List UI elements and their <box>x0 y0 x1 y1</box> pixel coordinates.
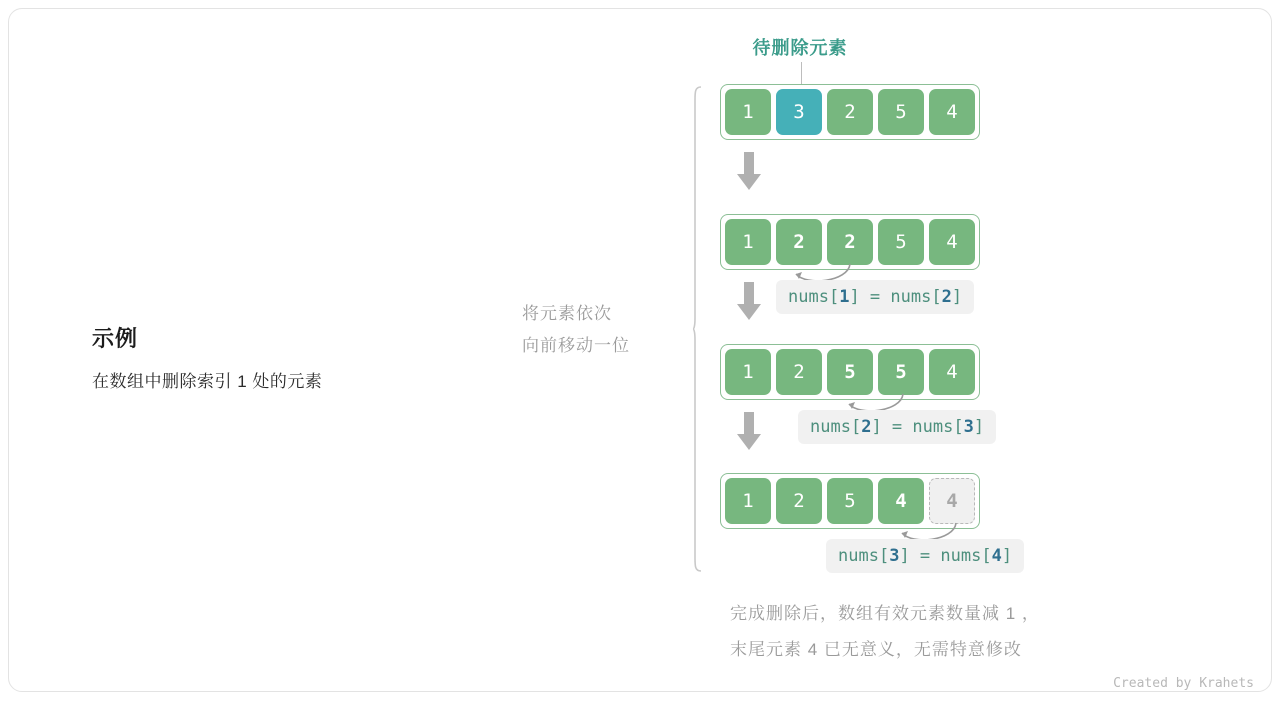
code-text-suffix: ] <box>973 417 985 437</box>
example-description: 在数组中删除索引 1 处的元素 <box>92 372 323 391</box>
array-cell-updated: 5 <box>827 349 873 395</box>
array-container <box>720 84 980 140</box>
code-label-shift-1 <box>776 280 974 314</box>
array-cell: 2 <box>776 478 822 524</box>
array-cell-updated: 4 <box>878 478 924 524</box>
array-cell: 2 <box>827 89 873 135</box>
bottom-note-line1: 完成删除后，数组有效元素数量减 1 ， <box>730 604 1040 623</box>
array-cell-source: 2 <box>827 219 873 265</box>
code-text-index: 1 <box>839 287 850 307</box>
target-element-pointer <box>801 62 802 84</box>
down-arrow-icon <box>736 152 762 192</box>
code-text-index2: 3 <box>963 417 974 437</box>
bottom-note-line2: 末尾元素 4 已无意义，无需特意修改 <box>730 640 1022 659</box>
code-text-prefix: nums[ <box>838 546 890 566</box>
code-text-prefix: nums[ <box>810 417 862 437</box>
shift-annotation-line2: 向前移动一位 <box>522 336 630 355</box>
array-cell: 4 <box>929 349 975 395</box>
code-text-index2: 2 <box>941 287 952 307</box>
array-cell-highlighted: 3 <box>776 89 822 135</box>
group-bracket <box>692 86 702 572</box>
code-text-index: 3 <box>889 546 900 566</box>
shift-annotation <box>522 298 674 362</box>
array-cell: 4 <box>929 219 975 265</box>
array-cell-updated: 2 <box>776 219 822 265</box>
credit-text: Created by Krahets <box>1113 676 1254 691</box>
array-cell: 1 <box>725 89 771 135</box>
array-cell: 1 <box>725 219 771 265</box>
array-cell-unused: 4 <box>929 478 975 524</box>
array-cell: 2 <box>776 349 822 395</box>
code-label-shift-3 <box>826 539 1024 573</box>
down-arrow-icon <box>736 412 762 452</box>
bottom-note <box>730 596 1200 668</box>
code-text-mid: ] = nums[ <box>899 546 992 566</box>
code-text-mid: ] = nums[ <box>849 287 942 307</box>
example-block <box>92 322 492 392</box>
down-arrow-icon <box>736 282 762 322</box>
array-cell: 5 <box>878 219 924 265</box>
target-element-label: 待删除元素 <box>752 38 848 58</box>
array-cell: 4 <box>929 89 975 135</box>
example-title: 示例 <box>92 326 139 351</box>
shift-annotation-line1: 将元素依次 <box>522 304 612 323</box>
code-text-prefix: nums[ <box>788 287 840 307</box>
code-text-suffix: ] <box>1001 546 1013 566</box>
code-text-mid: ] = nums[ <box>871 417 964 437</box>
array-cell: 1 <box>725 349 771 395</box>
array-cell: 5 <box>878 89 924 135</box>
array-cell: 1 <box>725 478 771 524</box>
code-text-index2: 4 <box>991 546 1002 566</box>
array-cell: 5 <box>827 478 873 524</box>
code-text-index: 2 <box>861 417 872 437</box>
code-text-suffix: ] <box>951 287 963 307</box>
code-label-shift-2 <box>798 410 996 444</box>
array-cell-source: 5 <box>878 349 924 395</box>
